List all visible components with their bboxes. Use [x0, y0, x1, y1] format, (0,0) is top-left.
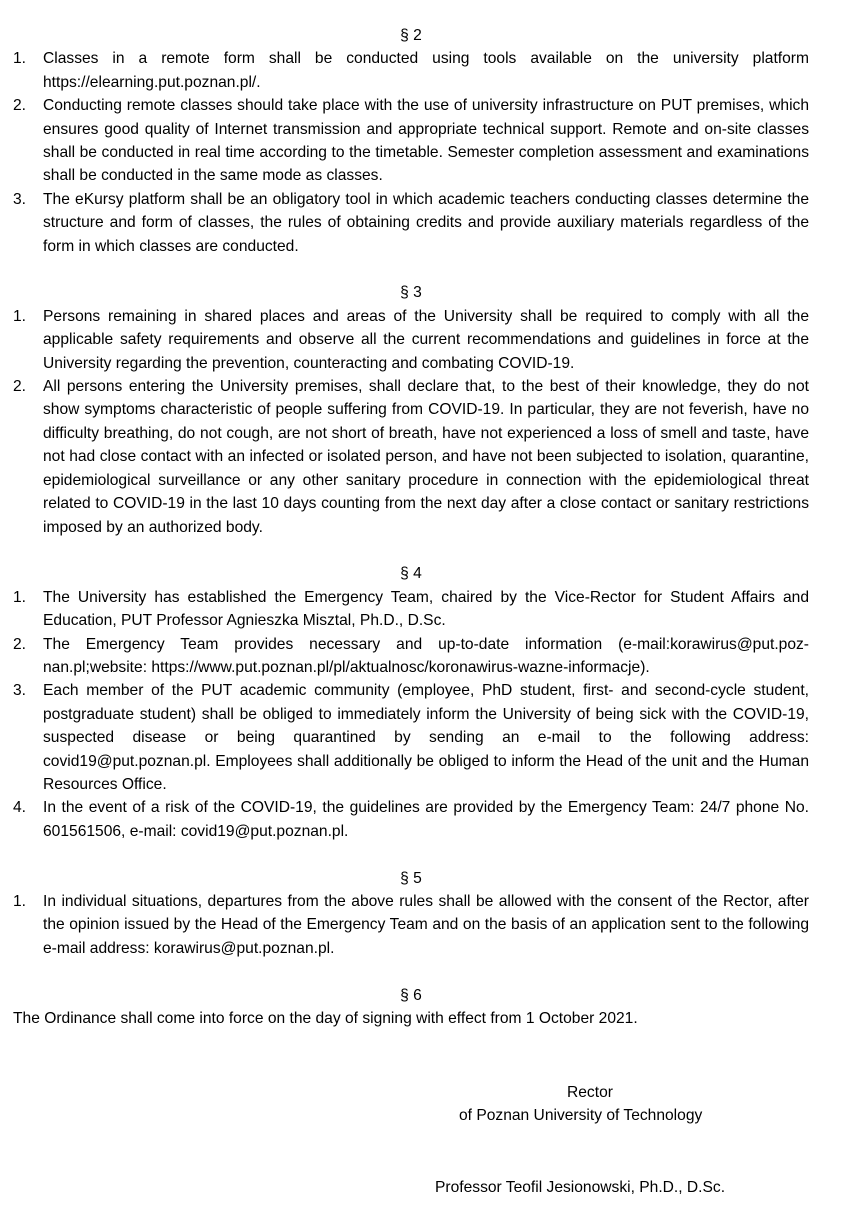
- signature-institution: of Poznan University of Technology: [459, 1107, 703, 1124]
- list-item: [0, 47, 846, 94]
- item-text: Conducting remote classes should take place with the use of university infrastructure on PUT premises, which ensures good quality of Internet transmission and appropriate technical support. Remote and on-site classes shall be conducted in real time according to the timetable. Semester completion assessment and examinations shall be conducted in the same mode as classes.: [43, 97, 809, 185]
- item-number: 1.: [13, 892, 27, 910]
- list-item: [0, 375, 846, 539]
- item-text: The University has established the Emergency Team, chaired by the Vice-Rector for Student Affairs and Education, PUT Professor Agnieszka Misztal, Ph.D., D.Sc.: [43, 588, 809, 630]
- signature-title: Rector: [567, 1084, 613, 1101]
- item-text: The eKursy platform shall be an obligatory tool in which academic teachers conducting classes determine the structure and form of classes, the rules of obtaining credits and provide auxiliary materials regardless of the form in which classes are conducted.: [43, 190, 809, 255]
- item-text: Classes in a remote form shall be conducted using tools available on the university platform https://elearning.put.poznan.pl/.: [43, 50, 809, 91]
- section-list: [0, 47, 846, 258]
- document-page: [0, 24, 846, 1030]
- item-number: 3.: [13, 682, 27, 700]
- item-number: 3.: [13, 190, 27, 208]
- item-text: Each member of the PUT academic community (employee, PhD student, first- and second-cycle student, postgraduate student) shall be obliged to immediately inform the University of being sick with the COVID-19, suspected disease or being quarantined by sending an e-mail to the following address: covid19@put.poznan.pl. Employees shall additionally be obliged to inform the Head of the unit and the Human Resources Office.: [43, 682, 809, 793]
- section-3: [0, 281, 846, 538]
- item-number: 2.: [13, 378, 27, 396]
- item-number: 1.: [13, 50, 27, 68]
- item-number: 2.: [13, 635, 27, 653]
- section-list: [0, 890, 846, 960]
- list-item: [0, 586, 846, 633]
- list-item: [0, 890, 846, 960]
- section-2: [0, 24, 846, 258]
- section-heading: § 3: [400, 284, 422, 302]
- section-4: [0, 562, 846, 843]
- list-item: [0, 305, 846, 375]
- section-heading: § 4: [400, 565, 422, 583]
- list-item: [0, 796, 846, 843]
- item-number: 2.: [13, 97, 27, 115]
- item-text: Persons remaining in shared places and areas of the University shall be required to comply with all the applicable safety requirements and observe all the current recommendations and guidelines in force at the University regarding the prevention, counteracting and combating COVID-19.: [43, 307, 809, 372]
- section-heading: § 6: [400, 986, 422, 1004]
- list-item: [0, 188, 846, 258]
- section-list: [0, 305, 846, 539]
- section-heading: § 5: [400, 869, 422, 887]
- item-text: All persons entering the University premises, shall declare that, to the best of their knowledge, they do not show symptoms characteristic of people suffering from COVID-19. In particular, they are not feverish, have no difficulty breathing, do not cough, are not short of breath, have not experienced a loss of smell and taste, have not had close contact with an infected or isolated person, and have not been subjected to isolation, quarantine, epidemiological surveillance or any other sanitary procedure in connection with the epidemiological threat related to COVID-19 in the last 10 days counting from the next day after a close contact or sanitary restrictions imposed by an authorized body.: [43, 378, 809, 536]
- section-heading: § 2: [400, 27, 422, 44]
- signatory-name: Professor Teofil Jesionowski, Ph.D., D.Sc.: [435, 1179, 726, 1196]
- item-text: The Emergency Team provides necessary and up-to-date information (e-mail:korawirus@put.poz-nan.pl;website: https://www.put.poznan.pl/pl/aktualnosc/koronawirus-wazne-informacje).: [43, 635, 809, 676]
- section-list: [0, 586, 846, 843]
- item-text: In the event of a risk of the COVID-19, the guidelines are provided by the Emergency Team: 24/7 phone No. 601561506, e-mail: covid19@put.poznan.pl.: [43, 799, 809, 840]
- item-number: 1.: [13, 588, 27, 606]
- final-provision-text: The Ordinance shall come into force on the day of signing with effect from 1 October 2021.: [13, 1010, 638, 1027]
- section-6: [0, 984, 846, 1031]
- item-number: 4.: [13, 799, 27, 817]
- item-text: In individual situations, departures from the above rules shall be allowed with the consent of the Rector, after the opinion issued by the Head of the Emergency Team and on the basis of an application sent to the following e-mail address: korawirus@put.poznan.pl.: [43, 892, 809, 957]
- list-item: [0, 633, 846, 680]
- list-item: [0, 94, 846, 188]
- item-number: 1.: [13, 307, 27, 325]
- list-item: [0, 679, 846, 796]
- section-5: [0, 867, 846, 961]
